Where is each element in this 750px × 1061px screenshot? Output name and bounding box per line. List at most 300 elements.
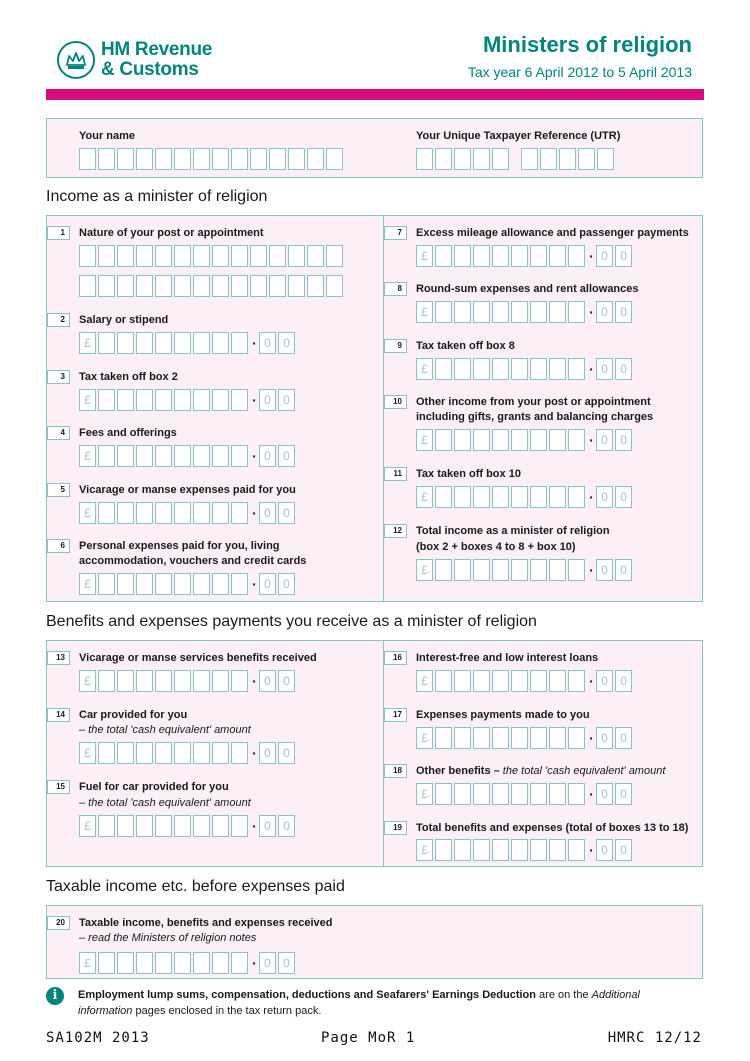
digit-cell	[454, 670, 471, 692]
digit-cell	[117, 389, 134, 411]
character-cell	[288, 275, 305, 297]
digit-cell	[530, 783, 547, 805]
hmrc-version: HMRC 12/12	[607, 1030, 702, 1046]
fees-amount-field[interactable]	[79, 445, 297, 467]
digit-cell	[568, 670, 585, 692]
utr-digit-cell	[492, 148, 509, 170]
page-number: Page MoR 1	[321, 1030, 416, 1046]
box-number: 19	[384, 821, 407, 835]
loans-amount-field[interactable]	[416, 670, 634, 692]
vicarage-benefits-amount-field[interactable]	[79, 670, 297, 692]
utr-gap	[511, 148, 521, 170]
digit-cell	[174, 502, 191, 524]
digit-cell	[530, 670, 547, 692]
pence-cell: 0	[615, 727, 632, 749]
digit-cell	[568, 559, 585, 581]
total-income-amount-field[interactable]	[416, 559, 634, 581]
digit-cell	[98, 445, 115, 467]
digit-cell	[549, 727, 566, 749]
character-cell	[117, 275, 134, 297]
pence-cell: 0	[615, 301, 632, 323]
decimal-point: ·	[589, 432, 594, 448]
name-label: Your name	[79, 130, 136, 142]
digit-cell	[473, 486, 490, 508]
currency-symbol-cell: £	[79, 670, 96, 692]
post-field-line-2[interactable]	[79, 275, 345, 297]
digit-cell	[155, 815, 172, 837]
decimal-point: ·	[252, 448, 257, 464]
digit-cell	[549, 429, 566, 451]
box-label: Excess mileage allowance and passenger payments	[416, 227, 689, 239]
pence-cell: 0	[259, 502, 276, 524]
pence-cell: 0	[615, 245, 632, 267]
currency-symbol-cell: £	[416, 727, 433, 749]
pence-cell: 0	[596, 429, 613, 451]
box-label: Taxable income, benefits and expenses received	[79, 917, 333, 929]
hmrc-crown-logo-icon	[57, 41, 95, 79]
character-cell	[288, 148, 305, 170]
currency-symbol-cell: £	[79, 332, 96, 354]
digit-cell	[511, 486, 528, 508]
round-sum-amount-field[interactable]	[416, 301, 634, 323]
note-mid: are on the	[535, 989, 592, 1001]
name-field[interactable]	[79, 148, 345, 170]
pence-cell: 0	[596, 559, 613, 581]
decimal-point: ·	[252, 673, 257, 689]
box-number: 11	[384, 467, 407, 481]
digit-cell	[492, 559, 509, 581]
character-cell	[174, 245, 191, 267]
pence-cell: 0	[259, 670, 276, 692]
digit-cell	[492, 783, 509, 805]
digit-cell	[473, 727, 490, 749]
digit-cell	[155, 742, 172, 764]
character-cell	[212, 275, 229, 297]
digit-cell	[212, 952, 229, 974]
digit-cell	[117, 815, 134, 837]
digit-cell	[530, 486, 547, 508]
digit-cell	[193, 952, 210, 974]
digit-cell	[117, 742, 134, 764]
currency-symbol-cell: £	[79, 815, 96, 837]
digit-cell	[568, 245, 585, 267]
note-bold: Employment lump sums, compensation, deductions and Seafarers' Earnings Deduction	[78, 989, 536, 1001]
tax-year: Tax year 6 April 2012 to 5 April 2013	[467, 64, 692, 80]
pence-cell: 0	[259, 573, 276, 595]
note-end: pages enclosed in the tax return pack.	[132, 1004, 322, 1017]
currency-symbol-cell: £	[416, 301, 433, 323]
header-bar	[46, 89, 704, 100]
digit-cell	[511, 839, 528, 861]
pence-cell: 0	[615, 670, 632, 692]
decimal-point: ·	[589, 304, 594, 320]
digit-cell	[117, 445, 134, 467]
utr-field[interactable]	[416, 148, 616, 170]
currency-symbol-cell: £	[416, 429, 433, 451]
digit-cell	[193, 389, 210, 411]
digit-cell	[454, 839, 471, 861]
digit-cell	[117, 332, 134, 354]
pence-cell: 0	[278, 445, 295, 467]
digit-cell	[549, 301, 566, 323]
digit-cell	[155, 502, 172, 524]
digit-cell	[231, 389, 248, 411]
digit-cell	[454, 301, 471, 323]
digit-cell	[549, 245, 566, 267]
pence-cell: 0	[596, 486, 613, 508]
digit-cell	[98, 502, 115, 524]
character-cell	[269, 245, 286, 267]
decimal-point: ·	[252, 955, 257, 971]
currency-symbol-cell: £	[416, 486, 433, 508]
digit-cell	[435, 429, 452, 451]
box-sublabel: – the total 'cash equivalent' amount	[79, 724, 251, 736]
pence-cell: 0	[259, 742, 276, 764]
digit-cell	[568, 486, 585, 508]
utr-digit-cell	[435, 148, 452, 170]
decimal-point: ·	[589, 786, 594, 802]
digit-cell	[530, 358, 547, 380]
digit-cell	[174, 670, 191, 692]
currency-symbol-cell: £	[416, 559, 433, 581]
character-cell	[98, 245, 115, 267]
pence-cell: 0	[278, 952, 295, 974]
character-cell	[174, 275, 191, 297]
digit-cell	[231, 670, 248, 692]
digit-cell	[549, 486, 566, 508]
character-cell	[250, 245, 267, 267]
digit-cell	[231, 952, 248, 974]
pence-cell: 0	[596, 670, 613, 692]
other-income-amount-field[interactable]	[416, 429, 634, 451]
utr-digit-cell	[559, 148, 576, 170]
digit-cell	[511, 429, 528, 451]
additional-info-note	[78, 988, 688, 1019]
tax-box10-amount-field[interactable]	[416, 486, 634, 508]
digit-cell	[530, 429, 547, 451]
mileage-amount-field[interactable]	[416, 245, 634, 267]
digit-cell	[231, 502, 248, 524]
digit-cell	[435, 839, 452, 861]
digit-cell	[98, 815, 115, 837]
pence-cell: 0	[259, 952, 276, 974]
digit-cell	[155, 332, 172, 354]
benefits-heading: Benefits and expenses payments you receive as a minister of religion	[46, 613, 537, 630]
character-cell	[288, 245, 305, 267]
pence-cell: 0	[259, 332, 276, 354]
personal-details-section	[46, 118, 703, 178]
income-section	[46, 215, 703, 602]
decimal-point: ·	[252, 745, 257, 761]
character-cell	[269, 275, 286, 297]
box-label-italic: the total 'cash equivalent' amount	[502, 765, 666, 777]
digit-cell	[174, 815, 191, 837]
digit-cell	[212, 670, 229, 692]
character-cell	[231, 148, 248, 170]
digit-cell	[231, 445, 248, 467]
digit-cell	[155, 670, 172, 692]
digit-cell	[174, 952, 191, 974]
pence-cell: 0	[278, 502, 295, 524]
currency-symbol-cell: £	[416, 670, 433, 692]
currency-symbol-cell: £	[416, 245, 433, 267]
pence-cell: 0	[278, 389, 295, 411]
digit-cell	[492, 486, 509, 508]
vicarage-expenses-amount-field[interactable]	[79, 502, 297, 524]
digit-cell	[511, 783, 528, 805]
digit-cell	[454, 559, 471, 581]
digit-cell	[212, 815, 229, 837]
box-number: 2	[47, 313, 70, 327]
box-label	[416, 764, 665, 779]
decimal-point: ·	[589, 361, 594, 377]
character-cell	[250, 148, 267, 170]
digit-cell	[136, 389, 153, 411]
digit-cell	[231, 815, 248, 837]
digit-cell	[530, 301, 547, 323]
box-number: 15	[47, 780, 70, 794]
crown-icon	[65, 50, 87, 72]
box-number: 5	[47, 483, 70, 497]
digit-cell	[435, 301, 452, 323]
pence-cell: 0	[259, 445, 276, 467]
character-cell	[174, 148, 191, 170]
digit-cell	[193, 742, 210, 764]
box-label: Fees and offerings	[79, 427, 177, 439]
box-label: Tax taken off box 10	[416, 468, 521, 480]
decimal-point: ·	[589, 673, 594, 689]
personal-expenses-amount-field[interactable]	[79, 573, 297, 595]
digit-cell	[231, 742, 248, 764]
expenses-payments-amount-field[interactable]	[416, 727, 634, 749]
decimal-point: ·	[252, 392, 257, 408]
digit-cell	[568, 429, 585, 451]
digit-cell	[117, 502, 134, 524]
digit-cell	[492, 245, 509, 267]
salary-amount-field[interactable]	[79, 332, 297, 354]
box-sublabel: (box 2 + boxes 4 to 8 + box 10)	[416, 541, 576, 553]
box-number: 6	[47, 539, 70, 553]
logo-line-1: HM Revenue	[101, 39, 213, 60]
digit-cell	[473, 559, 490, 581]
box-number: 13	[47, 651, 70, 665]
digit-cell	[454, 429, 471, 451]
currency-symbol-cell: £	[416, 839, 433, 861]
pence-cell: 0	[596, 839, 613, 861]
currency-symbol-cell: £	[79, 445, 96, 467]
pence-cell: 0	[596, 358, 613, 380]
box-sublabel: – the total 'cash equivalent' amount	[79, 797, 251, 809]
digit-cell	[530, 245, 547, 267]
digit-cell	[212, 502, 229, 524]
digit-cell	[492, 727, 509, 749]
post-field-line-1[interactable]	[79, 245, 345, 267]
utr-digit-cell	[416, 148, 433, 170]
decimal-point: ·	[589, 248, 594, 264]
box-number: 3	[47, 370, 70, 384]
digit-cell	[511, 358, 528, 380]
character-cell	[326, 275, 343, 297]
currency-symbol-cell: £	[79, 573, 96, 595]
character-cell	[155, 275, 172, 297]
digit-cell	[193, 670, 210, 692]
utr-digit-cell	[521, 148, 538, 170]
box-label-main: Other benefits –	[416, 765, 503, 777]
pence-cell: 0	[596, 727, 613, 749]
box-number: 8	[384, 282, 407, 296]
digit-cell	[136, 445, 153, 467]
box-label: Total benefits and expenses (total of boxes 13 to 18)	[416, 822, 689, 834]
character-cell	[326, 245, 343, 267]
digit-cell	[174, 332, 191, 354]
digit-cell	[549, 358, 566, 380]
digit-cell	[568, 727, 585, 749]
income-heading: Income as a minister of religion	[46, 188, 268, 205]
digit-cell	[193, 445, 210, 467]
box-label: Vicarage or manse services benefits received	[79, 652, 317, 664]
digit-cell	[98, 573, 115, 595]
form-title: Ministers of religion	[482, 32, 692, 57]
digit-cell	[136, 815, 153, 837]
digit-cell	[212, 742, 229, 764]
box-number: 16	[384, 651, 407, 665]
digit-cell	[435, 486, 452, 508]
other-benefits-amount-field[interactable]	[416, 783, 634, 805]
box-number: 7	[384, 226, 407, 240]
tax-box8-amount-field[interactable]	[416, 358, 634, 380]
digit-cell	[212, 445, 229, 467]
character-cell	[79, 245, 96, 267]
box-number: 18	[384, 764, 407, 778]
character-cell	[98, 148, 115, 170]
decimal-point: ·	[252, 818, 257, 834]
box-number: 14	[47, 708, 70, 722]
character-cell	[212, 245, 229, 267]
digit-cell	[193, 332, 210, 354]
pence-cell: 0	[615, 486, 632, 508]
digit-cell	[454, 486, 471, 508]
box-label: Total income as a minister of religion	[416, 525, 610, 537]
taxable-amount-field[interactable]	[79, 952, 297, 974]
currency-symbol-cell: £	[79, 502, 96, 524]
form-code: SA102M 2013	[46, 1030, 150, 1046]
pence-cell: 0	[278, 815, 295, 837]
digit-cell	[435, 670, 452, 692]
digit-cell	[435, 559, 452, 581]
digit-cell	[549, 839, 566, 861]
tax-box2-amount-field[interactable]	[79, 389, 297, 411]
digit-cell	[454, 245, 471, 267]
box-label: Round-sum expenses and rent allowances	[416, 283, 639, 295]
digit-cell	[212, 332, 229, 354]
digit-cell	[117, 670, 134, 692]
digit-cell	[174, 742, 191, 764]
digit-cell	[492, 429, 509, 451]
character-cell	[326, 148, 343, 170]
digit-cell	[492, 301, 509, 323]
taxable-heading: Taxable income etc. before expenses paid	[46, 878, 345, 895]
digit-cell	[193, 502, 210, 524]
digit-cell	[511, 670, 528, 692]
utr-label: Your Unique Taxpayer Reference (UTR)	[416, 130, 621, 142]
box-sublabel: – read the Ministers of religion notes	[79, 932, 257, 944]
pence-cell: 0	[615, 783, 632, 805]
box-number: 20	[47, 916, 70, 930]
digit-cell	[98, 332, 115, 354]
character-cell	[269, 148, 286, 170]
box-label: Tax taken off box 2	[79, 371, 178, 383]
digit-cell	[98, 952, 115, 974]
pence-cell: 0	[615, 358, 632, 380]
digit-cell	[136, 332, 153, 354]
digit-cell	[155, 952, 172, 974]
car-amount-field[interactable]	[79, 742, 297, 764]
digit-cell	[492, 670, 509, 692]
digit-cell	[549, 559, 566, 581]
digit-cell	[98, 742, 115, 764]
digit-cell	[155, 445, 172, 467]
character-cell	[250, 275, 267, 297]
digit-cell	[454, 783, 471, 805]
pence-cell: 0	[278, 332, 295, 354]
hmrc-logo-text	[101, 40, 212, 80]
character-cell	[155, 245, 172, 267]
digit-cell	[530, 839, 547, 861]
digit-cell	[212, 573, 229, 595]
character-cell	[231, 275, 248, 297]
pence-cell: 0	[596, 783, 613, 805]
character-cell	[136, 275, 153, 297]
currency-symbol-cell: £	[79, 389, 96, 411]
utr-digit-cell	[597, 148, 614, 170]
character-cell	[117, 245, 134, 267]
fuel-amount-field[interactable]	[79, 815, 297, 837]
digit-cell	[473, 358, 490, 380]
utr-digit-cell	[454, 148, 471, 170]
utr-digit-cell	[540, 148, 557, 170]
box-label: Salary or stipend	[79, 314, 169, 326]
digit-cell	[174, 445, 191, 467]
decimal-point: ·	[589, 730, 594, 746]
digit-cell	[136, 573, 153, 595]
digit-cell	[155, 389, 172, 411]
character-cell	[79, 275, 96, 297]
decimal-point: ·	[589, 842, 594, 858]
decimal-point: ·	[252, 335, 257, 351]
character-cell	[307, 148, 324, 170]
box-label: Tax taken off box 8	[416, 340, 515, 352]
utr-digit-cell	[473, 148, 490, 170]
digit-cell	[117, 573, 134, 595]
digit-cell	[117, 952, 134, 974]
digit-cell	[473, 839, 490, 861]
total-benefits-amount-field[interactable]	[416, 839, 634, 861]
digit-cell	[212, 389, 229, 411]
character-cell	[212, 148, 229, 170]
digit-cell	[435, 358, 452, 380]
digit-cell	[492, 839, 509, 861]
character-cell	[136, 245, 153, 267]
character-cell	[155, 148, 172, 170]
box-label: Nature of your post or appointment	[79, 227, 264, 239]
box-number: 10	[384, 395, 407, 409]
currency-symbol-cell: £	[79, 742, 96, 764]
utr-digit-cell	[578, 148, 595, 170]
digit-cell	[473, 783, 490, 805]
digit-cell	[231, 573, 248, 595]
digit-cell	[492, 358, 509, 380]
pence-cell: 0	[615, 839, 632, 861]
